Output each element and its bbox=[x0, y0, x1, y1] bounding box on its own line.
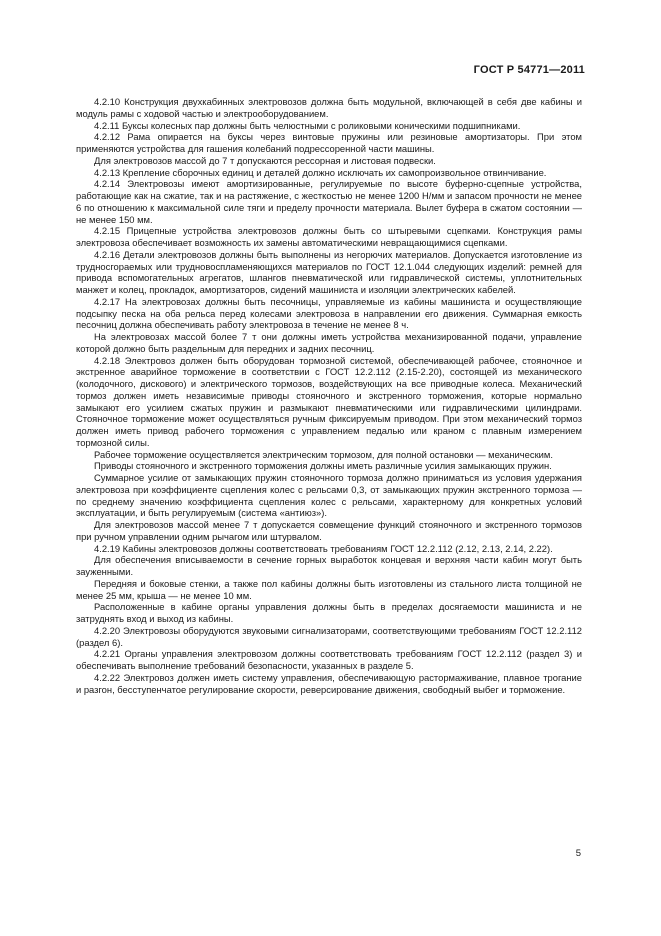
document-header-standard: ГОСТ Р 54771—2011 bbox=[473, 64, 585, 76]
paragraph-4-2-11: 4.2.11 Буксы колесных пар должны быть челюстными с роликовыми коническими подшипниками. bbox=[94, 119, 521, 131]
paragraph-brake-drives: Приводы стояночного и экстренного торможения должны иметь различные усилия замыкающих пружин. bbox=[94, 460, 552, 472]
paragraph-4-2-16: 4.2.16 Детали электровозов должны быть выполнены из негорючих материалов. Допускается изготовление из трудносгораемых или трудновоспламеняющихся материалов по ГОСТ 12.1.044 следующих изделий: ремней для привода вспомогательных агрегатов, шлангов пневматической или гидравлической системы, уплотнительных манжет и колец, прокладок, амортизаторов, сидений машиниста и изоляции электрических кабелей. bbox=[76, 248, 582, 295]
paragraph-light-locomotive-brakes: Для электровозов массой менее 7 т допускается совмещение функций стояночного и экстренного тормозов при ручном управлении одним рычагом или штурвалом. bbox=[76, 519, 582, 542]
paragraph-cab-narrowing: Для обеспечения вписываемости в сечение горных выработок концевая и верхняя части кабин могут быть зауженными. bbox=[76, 554, 582, 577]
paragraph-4-2-19: 4.2.19 Кабины электровозов должны соответствовать требованиям ГОСТ 12.2.112 (2.12, 2.13, 2.14, 2.22). bbox=[94, 542, 553, 554]
paragraph-sand-feed: На электровозах массой более 7 т они должны иметь устройства механизированной подачи, управление которой должно быть раздельным для передних и задних песочниц. bbox=[76, 331, 582, 354]
paragraph-working-braking: Рабочее торможение осуществляется электрическим тормозом, для полной остановки — механическим. bbox=[94, 448, 553, 460]
page-number: 5 bbox=[575, 848, 581, 859]
paragraph-cab-controls: Расположенные в кабине органы управления должны быть в пределах досягаемости машиниста и не затруднять вход и выход из кабины. bbox=[76, 601, 582, 624]
paragraph-4-2-22: 4.2.22 Электровоз должен иметь систему управления, обеспечивающую растормаживание, плавное трогание и разгон, бесступенчатое регулирование скорости, реверсирование движения, свободный выбег и торможение. bbox=[76, 671, 582, 695]
paragraph-4-2-21: 4.2.21 Органы управления электровозом должны соответствовать требованиям ГОСТ 12.2.112 (раздел 3) и обеспечивать выполнение требований безопасности, указанных в разделе 5. bbox=[76, 648, 582, 671]
paragraph-cab-walls: Передняя и боковые стенки, а также пол кабины должны быть изготовлены из стального листа толщиной не менее 25 мм, крыша — не менее 10 мм. bbox=[76, 577, 582, 601]
paragraph-4-2-17: 4.2.17 На электровозах должны быть песочницы, управляемые из кабины машиниста и осуществляющие подсыпку песка на оба рельса перед колесами электровоза в направлении его движения. Суммарная емкость песочниц должна обеспечивать работу электровоза в течение не менее 8 ч. bbox=[76, 295, 582, 331]
paragraph-4-2-18: 4.2.18 Электровоз должен быть оборудован тормозной системой, обеспечивающей рабочее, стояночное и экстренное аварийное торможение в соответствии с ГОСТ 12.2.112 (2.15-2.20), состоящей из механического (колодочного, дискового) и электрического тормозов, воздействующих на все приводные колеса. Механический тормоз должен иметь независимые приводы стояночного и экстренного торможения, которые нормально замыкают его усилием сжатых пружин и размыкают пневматическими или гидравлическими цилиндрами. Стояночное торможение может осуществляться ручным фиксируемым приводом. При этом механический тормоз должен иметь привод рабочего торможения с управлением педалью или краном с плавным измерением тормозной силы. bbox=[76, 354, 582, 448]
paragraph-4-2-14: 4.2.14 Электровозы имеют амортизированные, регулируемые по высоте буферно-сцепные устройства, работающие как на сжатие, так и на растяжение, с жесткостью не менее 1200 Н/мм и запасом прочности не менее 6 по отношению к максимальной силе тяги и пределу прочности материала. Вылет буфера в сжатом состоянии — не менее 150 мм. bbox=[76, 178, 582, 225]
paragraph-spring-force: Суммарное усилие от замыкающих пружин стояночного тормоза должно приниматься из условия удержания электровоза при коэффициенте сцепления колес с рельсами 0,3, от замыкающих пружин экстренного тормоза — по среднему значению коэффициента сцепления колес с рельсами, характерному для конкретных условий эксплуатации, и быть регулируемым (система «антиюз»). bbox=[76, 472, 582, 519]
paragraph-4-2-15: 4.2.15 Прицепные устройства электровозов должны быть со штыревыми сцепками. Конструкция рамы электровоза обеспечивает возможность их замены автоматическими невращающимися сцепками. bbox=[76, 225, 582, 248]
paragraph-suspension-note: Для электровозов массой до 7 т допускаются рессорная и листовая подвески. bbox=[94, 154, 436, 166]
paragraph-4-2-12: 4.2.12 Рама опирается на буксы через винтовые пружины или резиновые амортизаторы. При этом применяются устройства для гашения колебаний подрессоренной части машины. bbox=[76, 131, 582, 154]
document-body bbox=[76, 96, 582, 695]
paragraph-4-2-10: 4.2.10 Конструкция двухкабинных электровозов должна быть модульной, включающей в себя две кабины и модуль рамы с ходовой частью и электрооборудованием. bbox=[76, 96, 582, 119]
paragraph-4-2-13: 4.2.13 Крепление сборочных единиц и деталей должно исключать их самопроизвольное отвинчивание. bbox=[94, 166, 547, 178]
paragraph-4-2-20: 4.2.20 Электровозы оборудуются звуковыми сигнализаторами, соответствующими требованиям ГОСТ 12.2.112 (раздел 6). bbox=[76, 624, 582, 648]
